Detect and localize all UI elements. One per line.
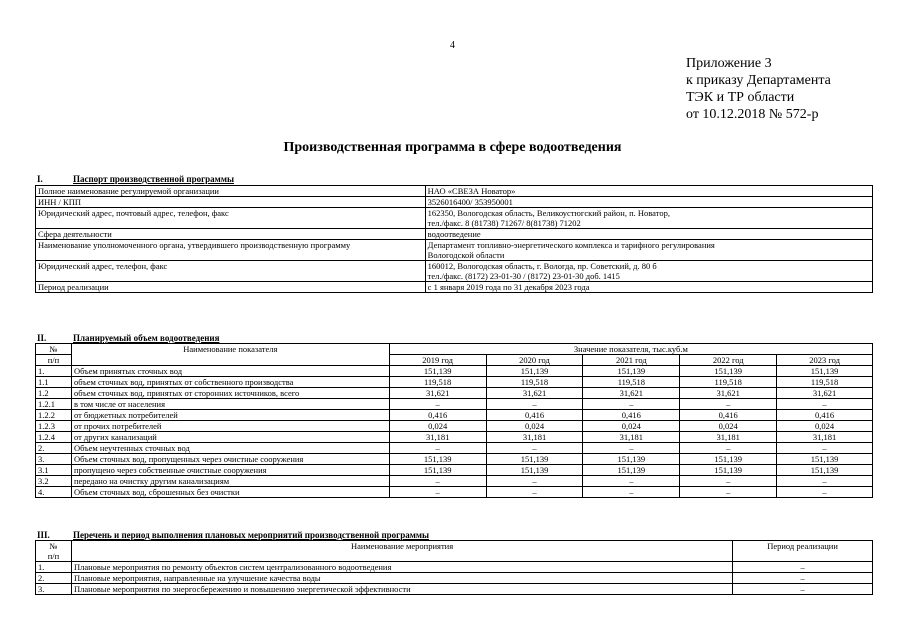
row-value: – [486, 443, 583, 454]
document-title: Производственная программа в сфере водоотведения [283, 140, 622, 155]
year-header: 2020 год [486, 355, 583, 366]
table-row [36, 261, 873, 282]
row-name: Объем сточных вод, сброшенных без очистки [71, 487, 389, 498]
row-value: 151,139 [389, 454, 486, 465]
table-row [36, 584, 873, 595]
passport-value [425, 282, 872, 293]
row-value: – [583, 487, 680, 498]
annex-line: ТЭК и ТР области [686, 90, 795, 105]
passport-value-line: 160012, Вологодская область, г. Вологда, пр. Советский, д. 80 б [427, 261, 657, 271]
volume-table [35, 343, 873, 498]
col-name-header: Наименование мероприятия [71, 541, 732, 562]
row-value: – [583, 399, 680, 410]
table-row [36, 388, 873, 399]
row-number: 1. [36, 562, 72, 573]
row-name: объем сточных вод, принятых от сторонних источников, всего [71, 388, 389, 399]
table-row [36, 410, 873, 421]
row-number: 1.2.4 [36, 432, 72, 443]
row-value: 31,621 [486, 388, 583, 399]
row-number: 1.1 [36, 377, 72, 388]
passport-value-line: водоотведение [427, 229, 481, 239]
row-value: – [389, 487, 486, 498]
row-number: 3. [36, 584, 72, 595]
row-value: – [680, 476, 777, 487]
row-value: 151,139 [680, 454, 777, 465]
section-3-heading [37, 530, 429, 540]
row-value: 119,518 [583, 377, 680, 388]
row-value: 31,181 [680, 432, 777, 443]
row-name: Плановые мероприятия по энергосбережению и повышению энергетической эффективности [71, 584, 732, 595]
row-value: 0,024 [777, 421, 873, 432]
row-name: объем сточных вод, принятых от собственного производства [71, 377, 389, 388]
passport-value-line: 162350, Вологодская область, Великоустюгский район, п. Новатор, [427, 208, 670, 218]
row-value: 119,518 [389, 377, 486, 388]
row-number: 1.2.3 [36, 421, 72, 432]
row-name: передано на очистку другим канализациям [71, 476, 389, 487]
page-number: 4 [450, 40, 455, 51]
section-2-heading [37, 333, 219, 343]
col-no-header: № [36, 344, 72, 355]
row-value: – [777, 399, 873, 410]
row-value: 119,518 [486, 377, 583, 388]
col-no-header [36, 541, 72, 562]
passport-value [425, 240, 872, 261]
table-row [36, 282, 873, 293]
passport-value [425, 186, 872, 197]
table-row [36, 377, 873, 388]
row-value: 31,181 [777, 432, 873, 443]
row-number: 2. [36, 443, 72, 454]
measures-table [35, 540, 873, 595]
row-period: – [733, 573, 873, 584]
table-row [36, 197, 873, 208]
row-number: 3. [36, 454, 72, 465]
row-value: – [389, 399, 486, 410]
table-row [36, 573, 873, 584]
col-no-header-2: п/п [36, 355, 72, 366]
table-row [36, 399, 873, 410]
col-name-header: Наименование показателя [71, 344, 389, 366]
row-period: – [733, 562, 873, 573]
table-row [36, 454, 873, 465]
passport-label: Сфера деятельности [36, 229, 426, 240]
row-value: – [777, 443, 873, 454]
row-value: – [486, 399, 583, 410]
row-value: 31,621 [583, 388, 680, 399]
table-row [36, 443, 873, 454]
row-name: Плановые мероприятия по ремонту объектов систем централизованного водоотведения [71, 562, 732, 573]
table-row [36, 432, 873, 443]
row-number: 4. [36, 487, 72, 498]
section-number: I. [37, 174, 43, 184]
row-number: 1. [36, 366, 72, 377]
row-value: 151,139 [583, 465, 680, 476]
year-header: 2022 год [680, 355, 777, 366]
row-value: 151,139 [777, 366, 873, 377]
row-value: 119,518 [680, 377, 777, 388]
table-header-row [36, 541, 873, 562]
passport-value-line: тел./факс. (8172) 23-01-30 / (8172) 23-01-30 доб. 1415 [427, 271, 620, 281]
col-period-header: Период реализации [733, 541, 873, 562]
row-name: от бюджетных потребителей [71, 410, 389, 421]
row-value: 31,181 [486, 432, 583, 443]
table-row [36, 208, 873, 229]
row-value: 151,139 [583, 366, 680, 377]
year-header: 2021 год [583, 355, 680, 366]
row-value: 31,621 [680, 388, 777, 399]
annex-line: Приложение 3 [686, 56, 772, 71]
row-number: 2. [36, 573, 72, 584]
table-row [36, 562, 873, 573]
section-number: III. [37, 530, 50, 540]
passport-value [425, 197, 872, 208]
passport-label: Юридический адрес, почтовый адрес, телефон, факс [36, 208, 426, 229]
row-value: 151,139 [486, 465, 583, 476]
table-header-row [36, 344, 873, 355]
row-value: 0,024 [486, 421, 583, 432]
row-name: Объем сточных вод, пропущенных через очистные сооружения [71, 454, 389, 465]
year-header: 2023 год [777, 355, 873, 366]
annex-line: к приказу Департамента [686, 73, 831, 88]
row-value: – [680, 487, 777, 498]
row-value: 151,139 [583, 454, 680, 465]
row-value: – [389, 443, 486, 454]
row-value: 151,139 [486, 454, 583, 465]
row-value: – [583, 476, 680, 487]
row-value: – [777, 476, 873, 487]
row-value: 0,024 [389, 421, 486, 432]
passport-value-line: Департамент топливно-энергетического комплекса и тарифного регулирования [427, 240, 715, 250]
row-value: 0,416 [680, 410, 777, 421]
table-row [36, 421, 873, 432]
row-value: 31,621 [389, 388, 486, 399]
passport-table [35, 185, 873, 293]
annex-header [686, 55, 831, 123]
section-1-heading [37, 174, 234, 184]
row-number: 1.2.2 [36, 410, 72, 421]
passport-label: Период реализации [36, 282, 426, 293]
row-value: 151,139 [777, 465, 873, 476]
row-value: – [486, 476, 583, 487]
row-value: 0,416 [389, 410, 486, 421]
row-value: – [680, 399, 777, 410]
row-value: – [486, 487, 583, 498]
row-name: от прочих потребителей [71, 421, 389, 432]
row-number: 3.1 [36, 465, 72, 476]
passport-value [425, 229, 872, 240]
col-no-line: п/п [47, 551, 60, 561]
row-name: Объем принятых сточных вод [71, 366, 389, 377]
row-period: – [733, 584, 873, 595]
section-title: Паспорт производственной программы [73, 174, 234, 184]
passport-value [425, 208, 872, 229]
row-value: 0,416 [486, 410, 583, 421]
row-value: 0,416 [583, 410, 680, 421]
passport-label: Наименование уполномоченного органа, утвердившего производственную программу [36, 240, 426, 261]
row-name: от других канализаций [71, 432, 389, 443]
row-name: Объем неучтенных сточных вод [71, 443, 389, 454]
row-number: 3.2 [36, 476, 72, 487]
row-value: – [680, 443, 777, 454]
row-value: 151,139 [389, 465, 486, 476]
passport-value-line: тел./факс. 8 (81738) 71267/ 8(81738) 71202 [427, 218, 581, 228]
row-name: в том числе от населения [71, 399, 389, 410]
passport-value-line: 3526016400/ 353950001 [427, 197, 513, 207]
row-value: 151,139 [486, 366, 583, 377]
annex-line: от 10.12.2018 № 572-р [686, 107, 819, 122]
row-value: 151,139 [389, 366, 486, 377]
table-row [36, 240, 873, 261]
table-row [36, 465, 873, 476]
row-value: – [389, 476, 486, 487]
col-value-header: Значение показателя, тыс.куб.м [389, 344, 872, 355]
row-value: 0,416 [777, 410, 873, 421]
row-value: 31,621 [777, 388, 873, 399]
row-value: 151,139 [680, 366, 777, 377]
row-number: 1.2.1 [36, 399, 72, 410]
row-value: 151,139 [680, 465, 777, 476]
row-value: – [583, 443, 680, 454]
row-value: – [777, 487, 873, 498]
row-value: 0,024 [583, 421, 680, 432]
section-title: Планируемый объем водоотведения [73, 333, 220, 343]
row-value: 31,181 [583, 432, 680, 443]
passport-value-line: с 1 января 2019 года по 31 декабря 2023 года [427, 282, 590, 292]
section-title: Перечень и период выполнения плановых мероприятий производственной программы [73, 530, 430, 540]
passport-value-line: НАО «СВЕЗА Новатор» [427, 186, 516, 196]
row-number: 1.2 [36, 388, 72, 399]
passport-label: ИНН / КПП [36, 197, 426, 208]
row-value: 31,181 [389, 432, 486, 443]
table-row [36, 186, 873, 197]
passport-value-line: Вологодской области [427, 250, 505, 260]
table-row [36, 229, 873, 240]
row-value: 151,139 [777, 454, 873, 465]
table-row [36, 487, 873, 498]
row-name: пропущено через собственные очистные сооружения [71, 465, 389, 476]
passport-label: Юридический адрес, телефон, факс [36, 261, 426, 282]
year-header: 2019 год [389, 355, 486, 366]
section-number: II. [37, 333, 47, 343]
table-row [36, 366, 873, 377]
row-value: 0,024 [680, 421, 777, 432]
passport-label: Полное наименование регулируемой организации [36, 186, 426, 197]
row-name: Плановые мероприятия, направленные на улучшение качества воды [71, 573, 732, 584]
col-no-line: № [49, 541, 58, 551]
row-value: 119,518 [777, 377, 873, 388]
table-row [36, 476, 873, 487]
passport-value [425, 261, 872, 282]
